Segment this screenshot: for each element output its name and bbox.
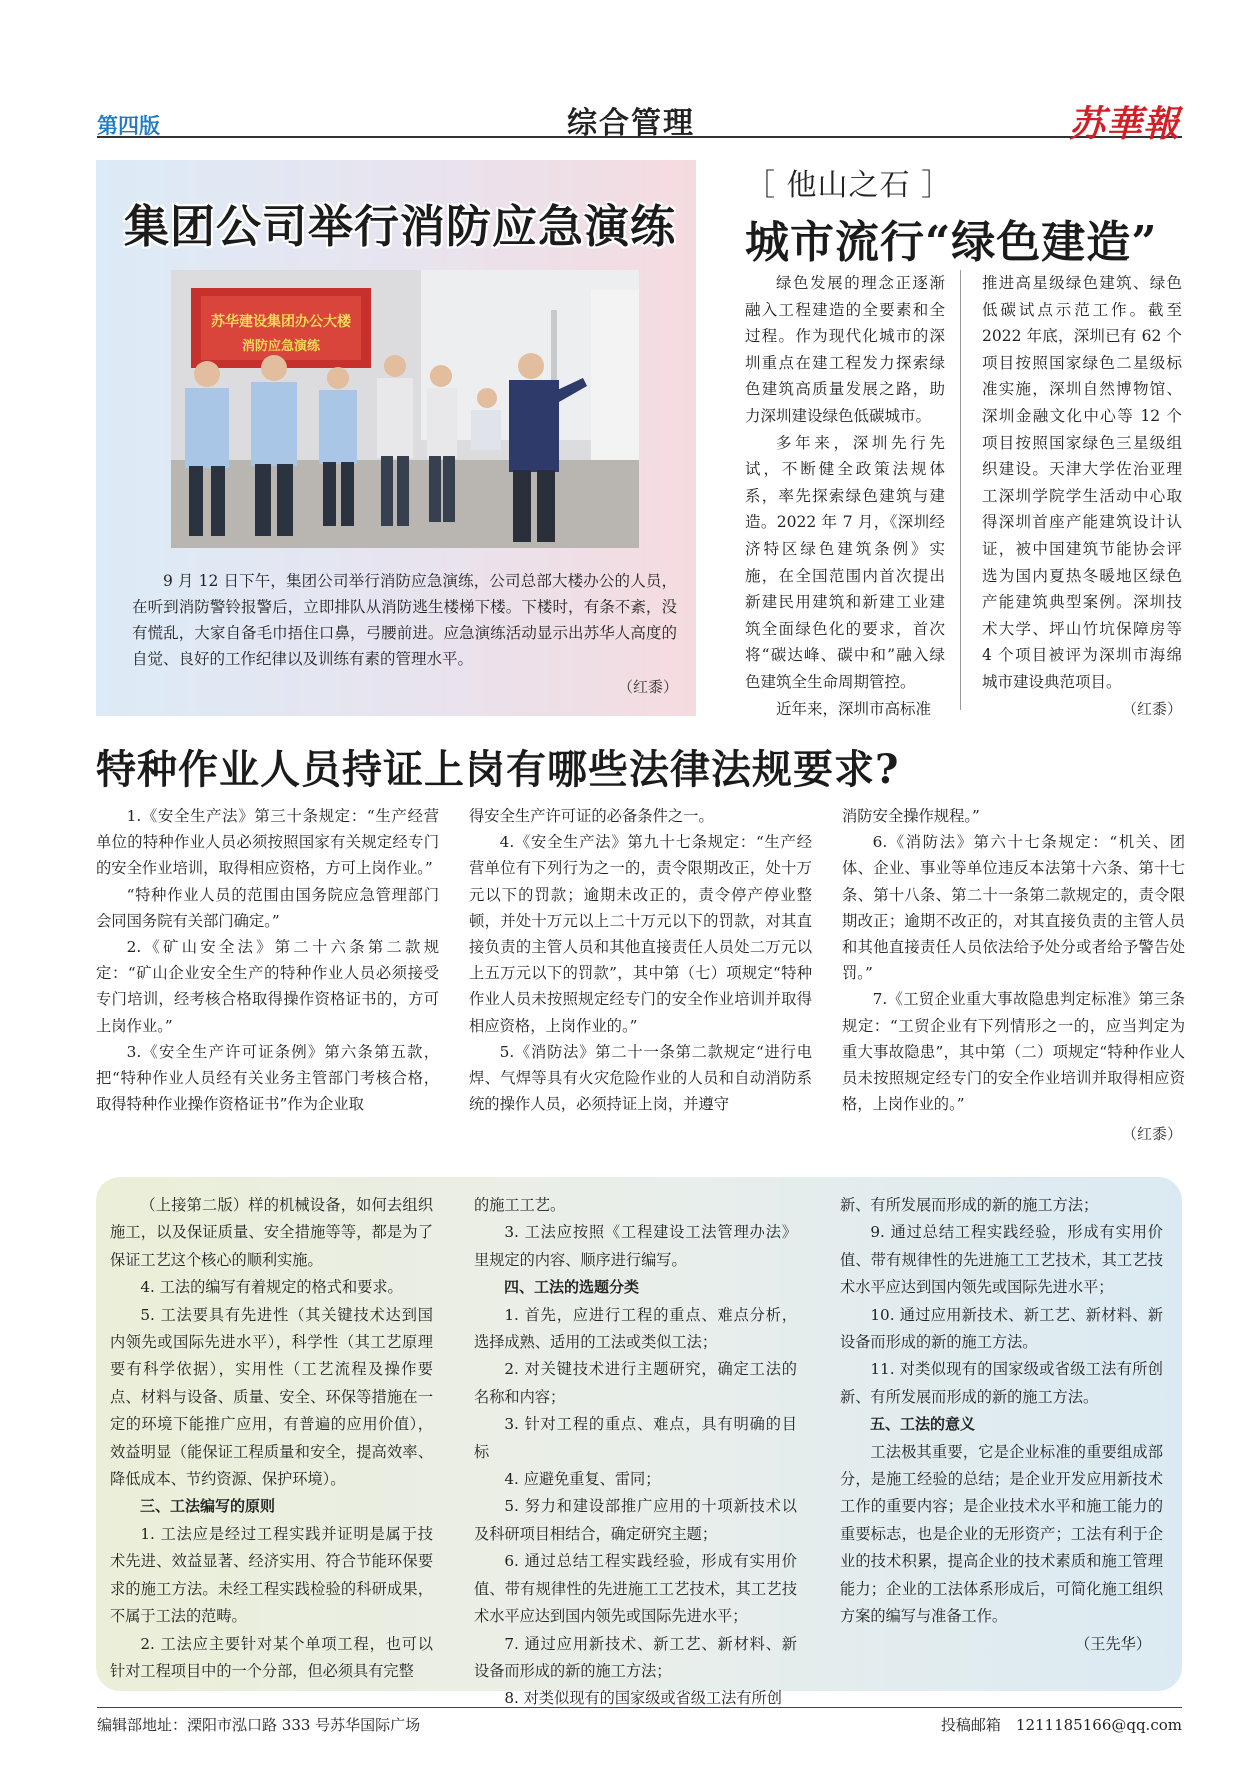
law-byline: （红黍） <box>1121 1125 1182 1143</box>
drill-headline: 集团公司举行消防应急演练 <box>124 200 677 253</box>
gongfa-subheading: 五、工法的意义 <box>870 1415 976 1434</box>
column-kicker: ［ 他山之石 ］ <box>745 168 953 203</box>
green-paragraph: 近年来，深圳市高标准 <box>776 699 932 718</box>
gongfa-paragraph: 3. 工法应按照《工程建设工法管理办法》里规定的内容、顺序进行编写。 <box>474 1223 797 1269</box>
law-column-2 <box>469 803 812 1117</box>
law-paragraph: 6.《消防法》第六十七条规定：“机关、团体、企业、事业等单位违反本法第十六条、第十七条、第十八条、第二十一条第二款规定的，责令限期改正；逾期不改正的，对其直接负责的主管人员和其他直接责任人员依法给予处分或者给予警告处罚。” <box>842 833 1185 983</box>
law-paragraph: 2.《矿山安全法》第二十六条第二款规定：“矿山企业安全生产的特种作业人员必须接受专门培训，经考核合格取得操作资格证书的，方可上岗作业。” <box>96 938 439 1035</box>
law-paragraph: 7.《工贸企业重大事故隐患判定标准》第三条规定：“工贸企业有下列情形之一的，应当判定为重大事故隐患”，其中第（二）项规定“特种作业人员未按照规定经专门的安全作业培训并取得相应资格，上岗作业的。” <box>842 990 1185 1114</box>
law-paragraph: 得安全生产许可证的必备条件之一。 <box>469 807 714 825</box>
gongfa-paragraph: 4. 应避免重复、雷同； <box>504 1470 661 1489</box>
law-paragraph: “特种作业人员的范围由国务院应急管理部门会同国务院有关部门确定。” <box>96 885 439 930</box>
law-paragraph: 1.《安全生产法》第三十条规定：“生产经营单位的特种作业人员必须按照国家有关规定经专门的安全作业培训，取得相应资格，方可上岗作业。” <box>96 807 439 878</box>
green-headline: 城市流行“绿色建造” <box>745 217 1158 268</box>
page-footer <box>97 1707 1182 1735</box>
column-divider <box>960 270 961 710</box>
law-paragraph: 5.《消防法》第二十一条第二款规定“进行电焊、气焊等具有火灾危险作业的人员和自动消防系统的操作人员，必须持证上岗，并遵守 <box>469 1042 812 1114</box>
gongfa-paragraph: 10. 通过应用新技术、新工艺、新材料、新设备而形成的新的施工方法。 <box>840 1305 1163 1352</box>
page-header <box>97 96 1182 145</box>
law-column-1 <box>96 803 439 1117</box>
gongfa-paragraph: 工法极其重要，它是企业标准的重要组成部分，是施工经验的总结；是企业开发应用新技术工作的重要内容；是企业技术水平和施工能力的重要标志，也是企业的无形资产；工法有利于企业的技术积累，提高企业的技术素质和施工管理能力；企业的工法体系形成后，可简化施工组织方案的编写与准备工作。 <box>840 1442 1163 1626</box>
gongfa-paragraph: 3. 针对工程的重点、难点，具有明确的目标 <box>474 1415 797 1461</box>
gongfa-subheading: 四、工法的选题分类 <box>504 1278 640 1297</box>
gongfa-paragraph: 1. 工法应是经过工程实践并证明是属于技术先进、效益显著、经济实用、符合节能环保要求的施工方法。未经工程实践检验的科研成果，不属于工法的范畴。 <box>110 1524 433 1626</box>
photo-banner-line2: 消防应急演练 <box>241 339 321 354</box>
drill-byline: （红黍） <box>617 678 678 696</box>
gongfa-paragraph: 4. 工法的编写有着规定的格式和要求。 <box>140 1278 403 1297</box>
section-title: 综合管理 <box>567 106 695 141</box>
gongfa-paragraph: 5. 努力和建设部推广应用的十项新技术以及科研项目相结合，确定研究主题； <box>474 1497 797 1543</box>
drill-article <box>96 160 696 716</box>
gongfa-paragraph: 2. 工法应主要针对某个单项工程，也可以针对工程项目中的一个分部，但必须具有完整 <box>110 1634 433 1680</box>
law-headline: 特种作业人员持证上岗有哪些法律法规要求? <box>96 746 900 793</box>
green-byline: （红黍） <box>1121 700 1182 718</box>
gongfa-paragraph: 6. 通过总结工程实践经验，形成有实用价值、带有规律性的先进施工工艺技术，其工艺技术水平应达到国内领先或国际先进水平； <box>474 1552 797 1626</box>
gongfa-article <box>96 1177 1182 1708</box>
green-paragraph: 多年来，深圳先行先试，不断健全政策法规体系，率先探索绿色建筑与建造。2022 年 7 月，《深圳经济特区绿色建筑条例》实施，在全国范围内首次提出新建民用建筑和新建工业建筑全面绿色化的要求，首次将“碳达峰、碳中和”融入绿色建筑全生命周期管控。 <box>745 433 945 691</box>
gongfa-byline: （王先华） <box>1075 1634 1151 1653</box>
green-paragraph: 绿色发展的理念正逐渐融入工程建造的全要素和全过程。作为现代化城市的深圳重点在建工程发力探索绿色建筑高质量发展之路，助力深圳建设绿色低碳城市。 <box>745 274 945 425</box>
drill-photo <box>171 270 639 548</box>
law-paragraph: 4.《安全生产法》第九十七条规定：“生产经营单位有下列行为之一的，责令限期改正，处十万元以下的罚款；逾期未改正的，责令停产停业整顿，并处十万元以上二十万元以下的罚款，对其直接负责的主管人员和其他直接责任人员处二万元以上五万元以下的罚款”，其中第（七）项规定“特种作业人员未按照规定经专门的安全作业培训并取得相应资格，上岗作业的。” <box>469 833 812 1035</box>
photo-banner-line1: 苏华建设集团办公大楼 <box>211 314 351 330</box>
gongfa-paragraph: 8. 对类似现有的国家级或省级工法有所创 <box>504 1689 782 1708</box>
law-column-3 <box>842 803 1185 1117</box>
law-paragraph: 3.《安全生产许可证条例》第六条第五款，把“特种作业人员经有关业务主管部门考核合格，取得特种作业操作资格证书”作为企业取 <box>96 1042 439 1114</box>
gongfa-paragraph: 新、有所发展而形成的新的施工方法； <box>840 1196 1099 1214</box>
drill-caption: 9 月 12 日下午，集团公司举行消防应急演练，公司总部大楼办公的人员，在听到消防警铃报警后，立即排队从消防逃生楼梯下楼。下楼时，有条不紊，没有慌乱，大家自备毛巾捂住口鼻，弓腰前进。应急演练活动显示出苏华人高度的自觉、良好的工作纪律以及训练有素的管理水平。 <box>132 572 677 668</box>
green-paragraph: 推进高星级绿色建筑、绿色低碳试点示范工作。截至 2022 年底，深圳已有 62 个项目按照国家绿色二星级标准实施，深圳自然博物馆、深圳金融文化中心等 12 个项目按照国家绿色三星级组织建设。天津大学佐治亚理工深圳学院学生活动中心取得深圳首座产能建筑设计认证，被中国建筑节能协会评选为国内夏热冬暖地区绿色产能建筑典型案例。深圳技术大学、坪山竹坑保障房等 4 个项目被评为深圳市海绵城市建设典范项目。 <box>982 274 1182 691</box>
gongfa-subheading: 三、工法编写的原则 <box>140 1497 276 1516</box>
law-paragraph: 消防安全操作规程。” <box>842 807 980 825</box>
submission-email[interactable]: 投稿邮箱 1211185166@qq.com <box>940 1716 1182 1734</box>
gongfa-paragraph: 的施工工艺。 <box>474 1196 566 1214</box>
gongfa-column-2 <box>474 1192 797 1713</box>
edition-label: 第四版 <box>97 114 160 138</box>
gongfa-column-1 <box>110 1192 433 1685</box>
gongfa-paragraph: （上接第二版）样的机械设备，如何去组织施工，以及保证质量、安全措施等等，都是为了保证工艺这个核心的顺利实施。 <box>110 1196 433 1269</box>
drill-photo-illustration <box>171 270 639 548</box>
green-column-2 <box>982 270 1182 696</box>
gongfa-paragraph: 9. 通过总结工程实践经验，形成有实用价值、带有规律性的先进施工工艺技术，其工艺技术水平应达到国内领先或国际先进水平； <box>840 1223 1163 1297</box>
gongfa-paragraph: 1. 首先，应进行工程的重点、难点分析，选择成熟、适用的工法或类似工法； <box>474 1305 797 1352</box>
gongfa-paragraph: 5. 工法要具有先进性（其关键技术达到国内领先或国际先进水平），科学性（其工艺原理要有科学依据），实用性（工艺流程及操作要点、材料与设备、质量、安全、环保等措施在一定的环境下能推广应用，有普遍的应用价值），效益明显（能保证工程质量和安全，提高效率、降低成本、节约资源、保护环境）。 <box>110 1305 433 1489</box>
gongfa-paragraph: 2. 对关键技术进行主题研究，确定工法的名称和内容； <box>474 1360 797 1406</box>
gongfa-paragraph: 11. 对类似现有的国家级或省级工法有所创新、有所发展而形成的新的施工方法。 <box>840 1360 1163 1406</box>
gongfa-paragraph: 7. 通过应用新技术、新工艺、新材料、新设备而形成的新的施工方法； <box>474 1634 797 1680</box>
newspaper-logo: 苏華報 <box>1068 103 1180 145</box>
green-column-1 <box>745 270 945 722</box>
editorial-address: 编辑部地址：溧阳市泓口路 333 号苏华国际广场 <box>97 1716 421 1734</box>
gongfa-column-3 <box>840 1192 1163 1658</box>
